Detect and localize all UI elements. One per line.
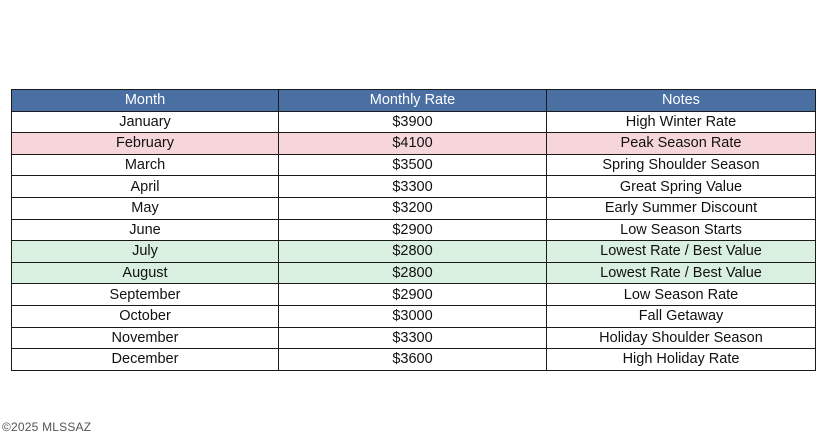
cell-rate: $3300 [279, 176, 547, 198]
cell-rate: $2800 [279, 241, 547, 263]
cell-month: July [12, 241, 279, 263]
cell-notes: High Winter Rate [547, 111, 816, 133]
cell-month: June [12, 219, 279, 241]
cell-rate: $3600 [279, 349, 547, 371]
copyright-watermark: ©2025 MLSSAZ [2, 420, 92, 434]
cell-month: January [12, 111, 279, 133]
cell-notes: Spring Shoulder Season [547, 154, 816, 176]
cell-rate: $2900 [279, 219, 547, 241]
table-row [12, 197, 816, 219]
table-header-row [12, 90, 816, 112]
cell-rate: $2900 [279, 284, 547, 306]
cell-rate: $2800 [279, 262, 547, 284]
cell-notes: Lowest Rate / Best Value [547, 241, 816, 263]
cell-notes: Great Spring Value [547, 176, 816, 198]
cell-rate: $3200 [279, 197, 547, 219]
table-row [12, 176, 816, 198]
cell-month: September [12, 284, 279, 306]
cell-notes: Holiday Shoulder Season [547, 327, 816, 349]
table-row [12, 327, 816, 349]
cell-notes: Lowest Rate / Best Value [547, 262, 816, 284]
cell-month: December [12, 349, 279, 371]
cell-rate: $3300 [279, 327, 547, 349]
header-month: Month [12, 90, 279, 112]
header-monthly-rate: Monthly Rate [279, 90, 547, 112]
table-row [12, 154, 816, 176]
cell-month: February [12, 133, 279, 155]
monthly-rate-table [11, 89, 816, 371]
table-row [12, 349, 816, 371]
cell-month: May [12, 197, 279, 219]
table-row [12, 111, 816, 133]
cell-month: October [12, 305, 279, 327]
cell-month: April [12, 176, 279, 198]
cell-notes: Low Season Starts [547, 219, 816, 241]
table-row [12, 262, 816, 284]
cell-notes: Peak Season Rate [547, 133, 816, 155]
table-row [12, 219, 816, 241]
cell-rate: $4100 [279, 133, 547, 155]
cell-month: March [12, 154, 279, 176]
cell-rate: $3500 [279, 154, 547, 176]
cell-notes: Low Season Rate [547, 284, 816, 306]
cell-month: August [12, 262, 279, 284]
cell-notes: Early Summer Discount [547, 197, 816, 219]
cell-month: November [12, 327, 279, 349]
cell-rate: $3000 [279, 305, 547, 327]
table-row [12, 241, 816, 263]
table-row [12, 284, 816, 306]
cell-rate: $3900 [279, 111, 547, 133]
table-row [12, 133, 816, 155]
header-notes: Notes [547, 90, 816, 112]
cell-notes: Fall Getaway [547, 305, 816, 327]
table-row [12, 305, 816, 327]
cell-notes: High Holiday Rate [547, 349, 816, 371]
